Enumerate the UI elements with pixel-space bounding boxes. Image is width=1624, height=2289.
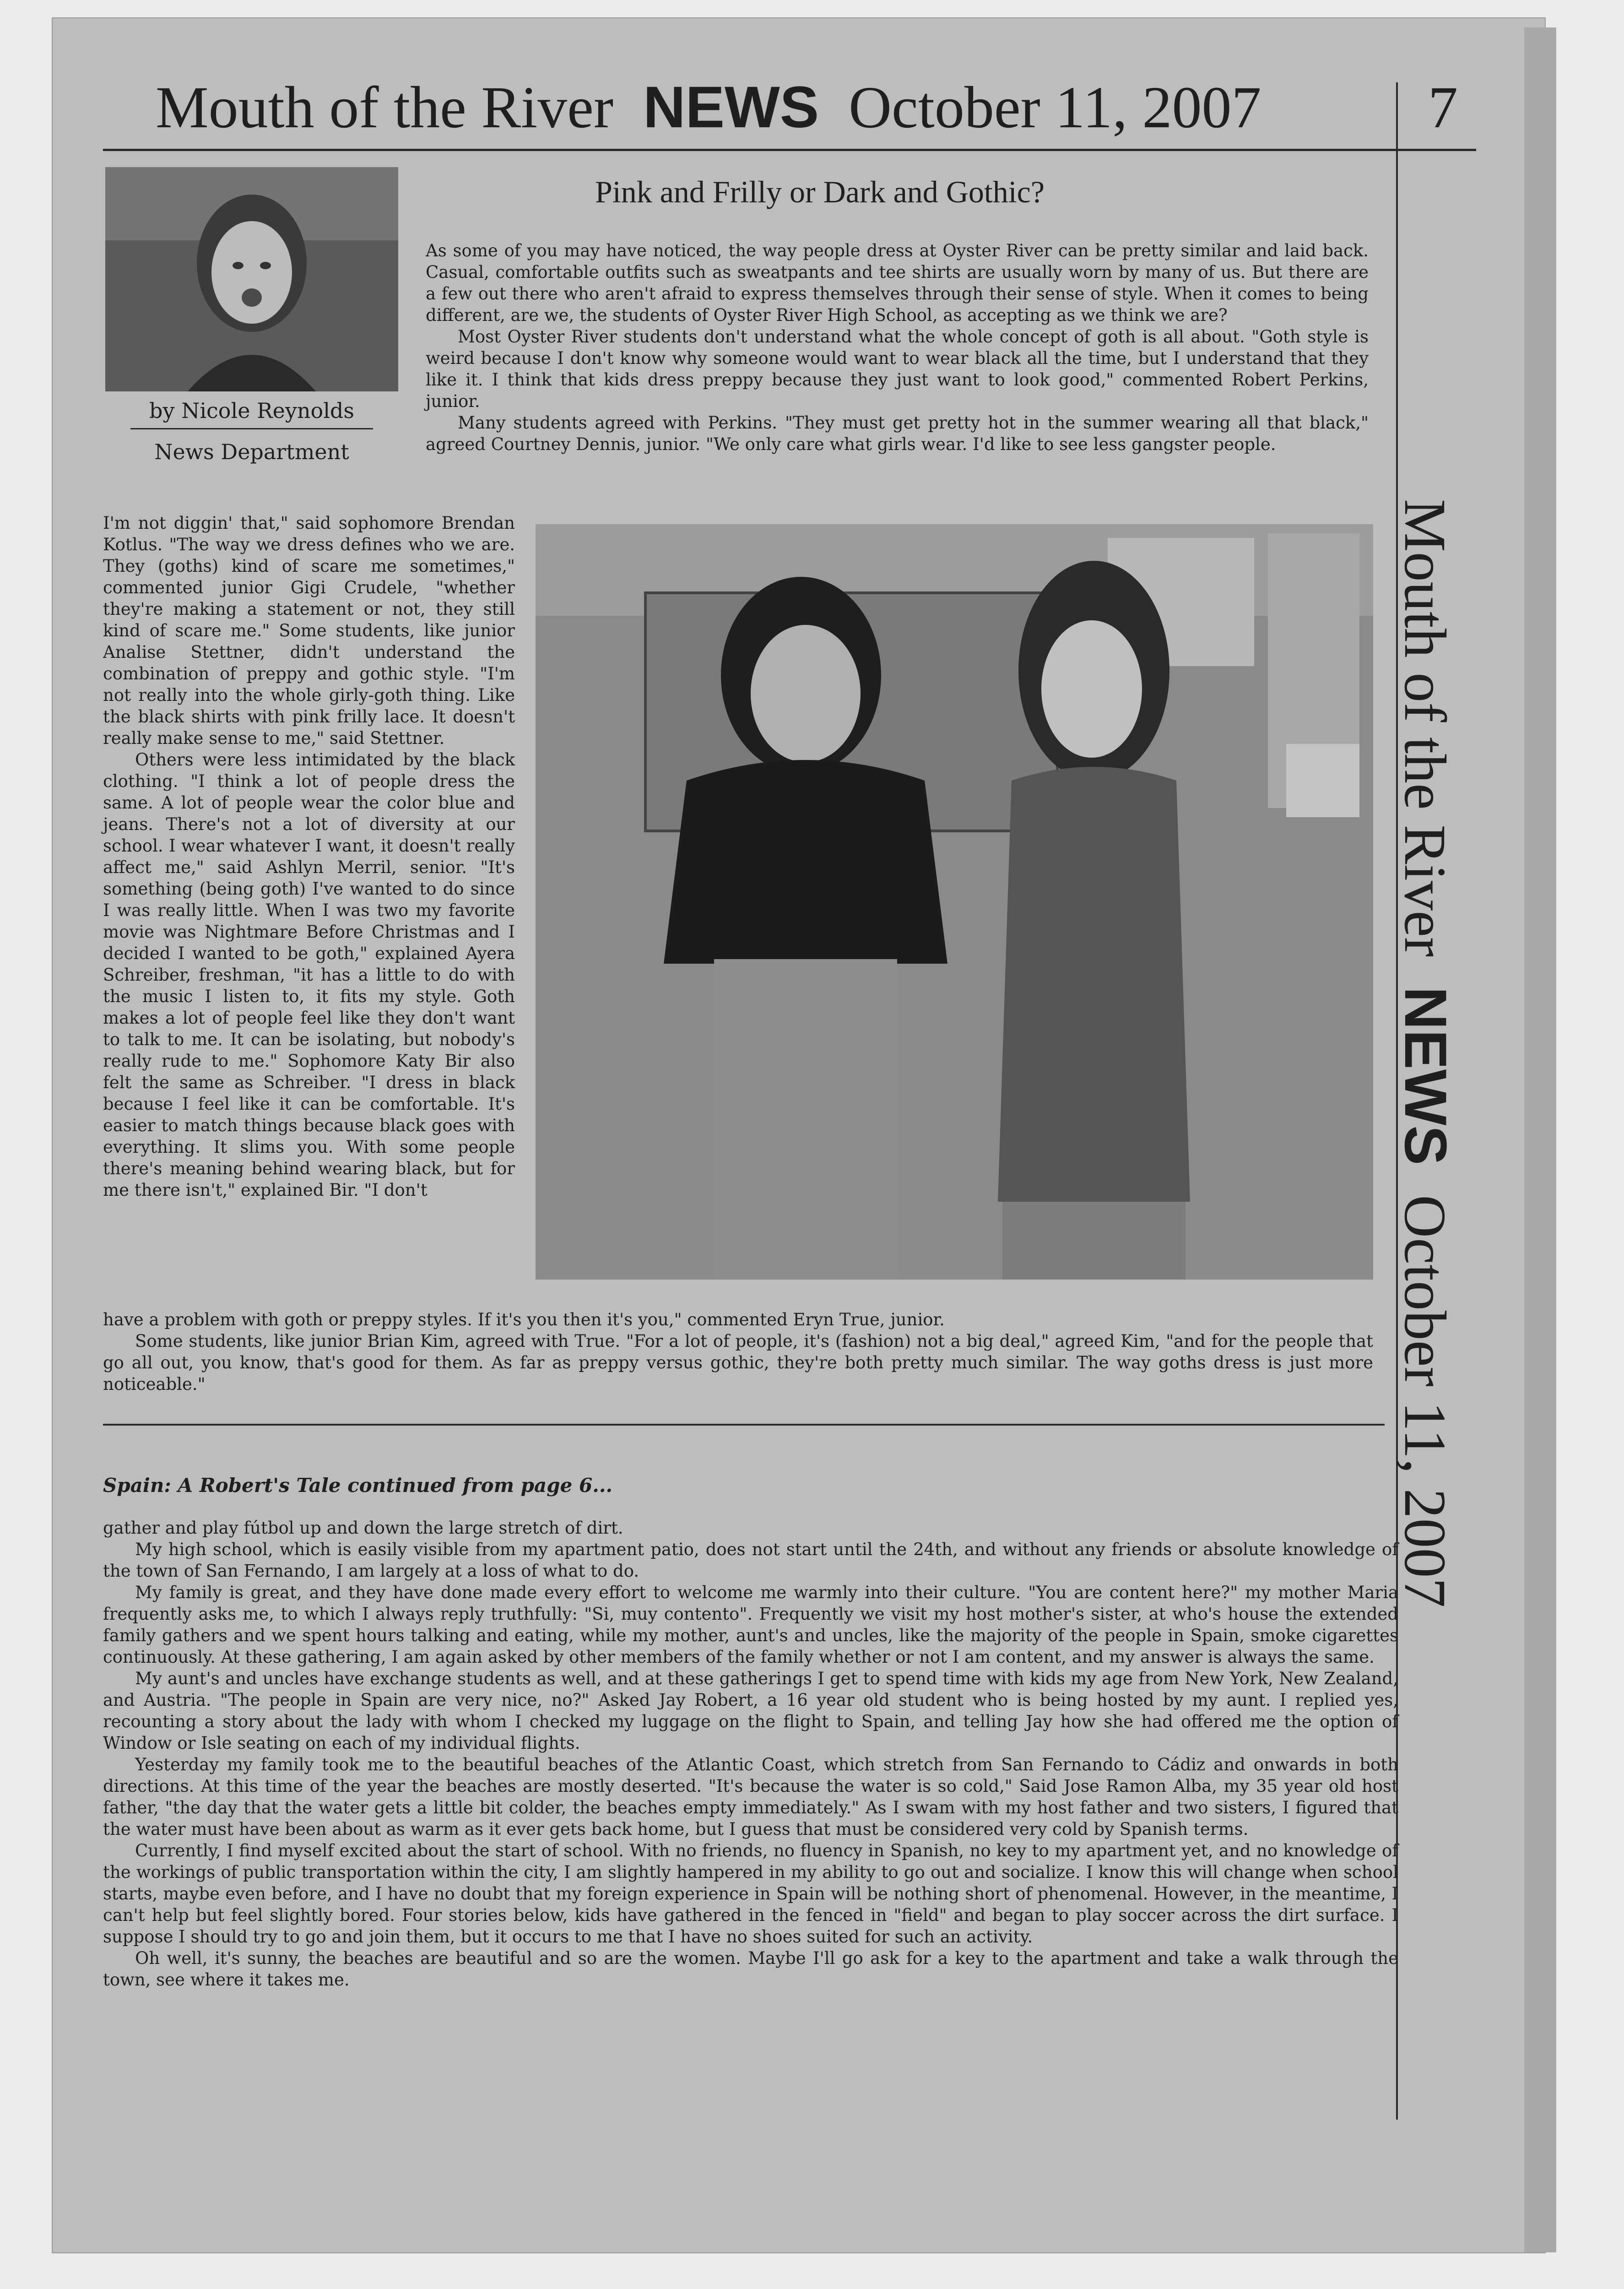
paper-edge xyxy=(1524,27,1556,2252)
article-photo xyxy=(536,524,1373,1280)
article-paragraph: I'm not diggin' that," said sophomore Brendan Kotlus. "The way we dress defines who we are. They (goths) kind of scare me sometimes," commented junior Gigi Crudele, "whether they're making a statement or not, they still kind of scare me." Some students, like junior Analise Stettner, didn't understand the combination of preppy and gothic style. "I'm not really into the whole girly-goth thing. Like the black shirts with pink frilly lace. It doesn't really make sense to me," said Stettner. xyxy=(103,513,515,748)
article-intro xyxy=(426,240,1369,456)
article-paragraph: Most Oyster River students don't understand what the whole concept of goth is all about. "Goth style is weird because I don't know why someone would want to wear black all the time, but I understand that they like it. I think that kids dress preppy because they just want to look good," commented Robert Perkins, junior. xyxy=(426,326,1369,411)
page-number: 7 xyxy=(1428,75,1458,141)
article-paragraph: Oh well, it's sunny, the beaches are beautiful and so are the women. Maybe I'll go ask for a key to the apartment and take a walk through the town, see where it takes me. xyxy=(103,1948,1398,1990)
article-paragraph: gather and play fútbol up and down the large stretch of dirt. xyxy=(103,1518,623,1538)
vertical-news-label: NEWS xyxy=(1392,987,1459,1166)
article-paragraph: As some of you may have noticed, the way people dress at Oyster River can be pretty similar and laid back. Casual, comfortable outfits such as sweatpants and tee shirts are usually worn by many of us. But there are a few out there who aren't afraid to express themselves through their sense of style. When it comes to being different, are we, the students of Oyster River High School, as accepting as we think we are? xyxy=(426,241,1369,325)
author-byline: by Nicole Reynolds xyxy=(149,398,354,423)
author-department: News Department xyxy=(154,439,349,464)
masthead-divider xyxy=(1396,82,1398,151)
byline-rule xyxy=(130,428,373,429)
masthead-rule xyxy=(103,149,1476,151)
author-photo xyxy=(105,167,398,391)
continued-label: Spain: A Robert's Tale continued from page 6... xyxy=(103,1474,613,1497)
issue-date: October 11, 2007 xyxy=(849,75,1261,141)
masthead xyxy=(156,73,1346,146)
article-paragraph: Currently, I find myself excited about the start of school. With no friends, no fluency in Spanish, no key to my apartment yet, and no knowledge of the workings of public transportation within the city, I am slightly hampered in my ability to go out and socialize. I know this will change when school starts, maybe even before, and I have no doubt that my foreign experience in Spain will be nothing short of phenomenal. However, in the meantime, I can't help but feel slightly bored. Four stories below, kids have gathered in the fenced in "field" and began to play soccer across the dirt surface. I suppose I should try to go and join them, but it occurs to me that I have no shoes suited for such an activity. xyxy=(103,1840,1398,1947)
article-title: Pink and Frilly or Dark and Gothic? xyxy=(595,174,1045,209)
vertical-masthead xyxy=(1387,499,1465,1735)
article-paragraph: Some students, like junior Brian Kim, agreed with True. "For a lot of people, it's (fashion) not a big deal," agreed Kim, "and for the people that go all out, you know, that's good for them. As far as preppy versus gothic, they're both pretty much similar. The way goths dress is just more noticeable." xyxy=(103,1331,1373,1394)
article-paragraph: Yesterday my family took me to the beautiful beaches of the Atlantic Coast, which stretch from San Fernando to Cádiz and onwards in both directions. At this time of the year the beaches are mostly deserted. "It's because the water is so cold," Said Jose Ramon Alba, my 35 year old host father, "the day that the water gets a little bit colder, the beaches empty immediately." As I swam with my host father and two sisters, I figured that the water must have been about as warm as it ever gets back home, but I guess that must be considered very cold by Spanish terms. xyxy=(103,1754,1398,1839)
section-divider xyxy=(103,1424,1385,1426)
article-paragraph: have a problem with goth or preppy styles. If it's you then it's you," commented Eryn True, junior. xyxy=(103,1310,945,1329)
news-label: NEWS xyxy=(643,75,819,140)
continued-article xyxy=(103,1518,1398,1991)
article-paragraph: My aunt's and uncles have exchange students as well, and at these gatherings I get to spend time with kids my age from New York, New Zealand, and Austria. "The people in Spain are very nice, no?" Asked Jay Robert, a 16 year old student who is being hosted by my aunt. I replied yes, recounting a story about the lady with whom I checked my luggage on the flight to Spain, and telling Jay how she had offered me the option of Window or Isle seating on each of my individual flights. xyxy=(103,1668,1398,1753)
article-paragraph: My high school, which is easily visible from my apartment patio, does not start until the 24th, and without any friends or absolute knowledge of the town of San Fernando, I am largely at a loss of what to do. xyxy=(103,1539,1398,1581)
article-closing xyxy=(103,1309,1373,1395)
vertical-paper-name: Mouth of the River xyxy=(1392,499,1458,957)
article-paragraph: Others were less intimidated by the black clothing. "I think a lot of people dress the same. A lot of people wear the color blue and jeans. There's not a lot of diversity at our school. I wear whatever I want, it doesn't really affect me," said Ashlyn Merril, senior. "It's something (being goth) I've wanted to do since I was really little. When I was two my favorite movie was Nightmare Before Christmas and I decided I wanted to be goth," explained Ayera Schreiber, freshman, "it has a little to do with the music I listen to, it fits my style. Goth makes a lot of people feel like they don't want to talk to me. It can be isolating, but nobody's really rude to me." Sophomore Katy Bir also felt the same as Schreiber. "I dress in black because I feel like it can be comfortable. It's easier to match things because black goes with everything. It slims you. With some people there's meaning behind wearing black, but for me there isn't," explained Bir. "I don't xyxy=(103,749,515,1200)
article-paragraph: Many students agreed with Perkins. "They must get pretty hot in the summer wearing all that black," agreed Courtney Dennis, junior. "We only care what girls wear. I'd like to see less gangster people. xyxy=(426,412,1369,454)
article-left-column xyxy=(103,513,515,1201)
article-paragraph: My family is great, and they have done made every effort to welcome me warmly into their culture. "You are content here?" my mother Maria frequently asks me, to which I always reply truthfully: "Si, muy contento". Frequently we visit my host mother's sister, at who's house the extended family gathers and we spent hours talking and eating, while my mother, aunt's and uncles, like the majority of the people in Spain, smoke cigarettes continuously. At these gathering, I am again asked by other members of the family whether or not I am content, and my answer is always the same. xyxy=(103,1582,1398,1667)
paper-name: Mouth of the River xyxy=(156,75,614,141)
vertical-issue-date: October 11, 2007 xyxy=(1392,1195,1458,1608)
